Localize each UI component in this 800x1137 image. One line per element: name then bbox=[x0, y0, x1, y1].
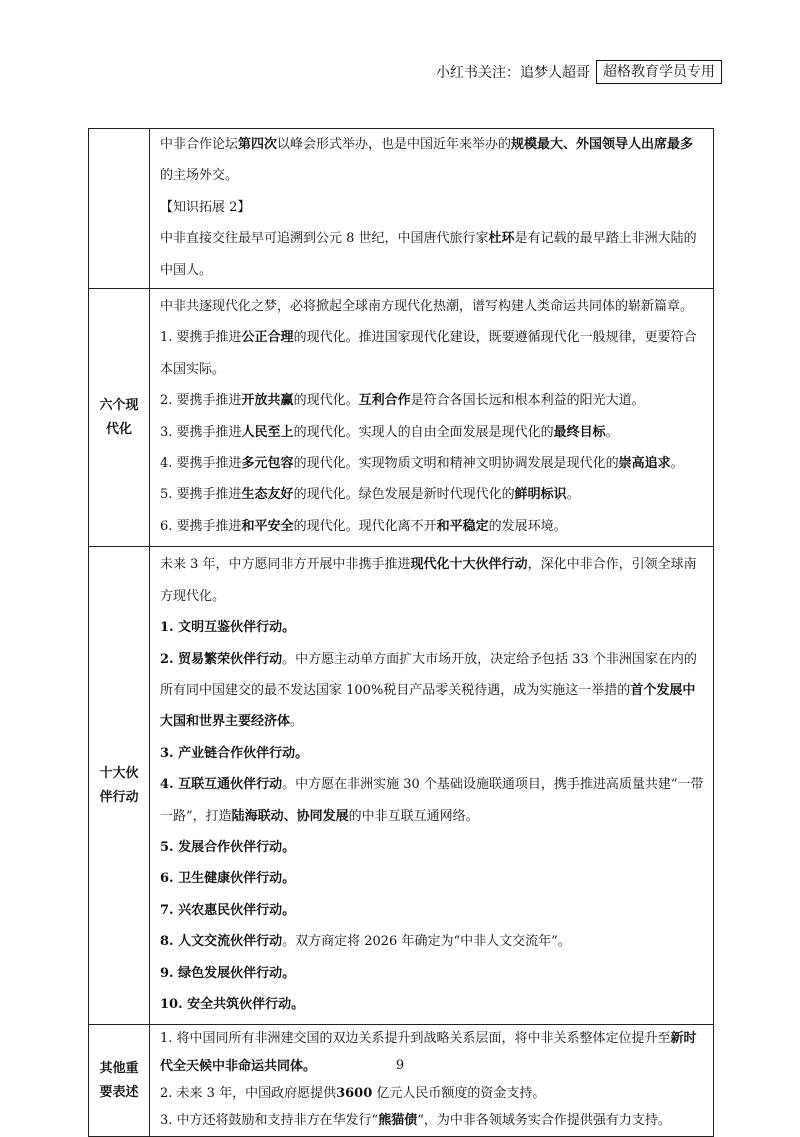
label-text: 十大伙伴行动 bbox=[99, 765, 139, 805]
paragraph bbox=[160, 322, 705, 385]
paragraph bbox=[160, 192, 705, 223]
text: 6. 要携手推进 bbox=[160, 518, 242, 534]
text: 3. 要携手推进 bbox=[160, 424, 242, 440]
bold-text: 现代化十大伙伴行动 bbox=[410, 557, 528, 573]
page-header bbox=[436, 60, 722, 84]
header-badge: 超格教育学员专用 bbox=[596, 60, 722, 84]
bold-text: 规模最大、外国领导人出席最多 bbox=[511, 137, 694, 152]
header-text: 小红书关注：追梦人超哥 bbox=[436, 65, 590, 81]
text: 的现代化。 bbox=[293, 393, 359, 409]
table-row bbox=[89, 289, 714, 547]
row-label-other-statements bbox=[89, 1025, 150, 1137]
table-row bbox=[89, 547, 714, 1025]
label-text: 其他重要表述 bbox=[99, 1060, 139, 1100]
text: 未来 3 年，中方愿同非方开展中非携手推进 bbox=[160, 557, 411, 573]
text: 是符合各国长远和根本利益的阳光大道。 bbox=[410, 393, 645, 409]
bold-text: 最终目标 bbox=[553, 424, 606, 440]
text: 的现代化。绿色发展是新时代现代化的 bbox=[293, 487, 515, 503]
text: 【知识拓展 2】 bbox=[160, 199, 251, 215]
table-row bbox=[89, 1025, 714, 1137]
text: 5. 要携手推进 bbox=[160, 487, 242, 503]
text: 亿元人民币额度的资金支持。 bbox=[372, 1085, 546, 1101]
bold-text: 新时代全天候中非命运共同体。 bbox=[160, 1031, 697, 1074]
bold-text: 10. 安全共筑伙伴行动。 bbox=[160, 996, 305, 1012]
bold-text: 多元包容 bbox=[241, 456, 294, 472]
text: 的现代化。现代化离不开 bbox=[293, 518, 437, 534]
bold-text: 杜环 bbox=[488, 231, 515, 247]
bold-text: 开放共赢 bbox=[241, 393, 294, 409]
text: ，深化中非合作，引领全球南方现代化。 bbox=[160, 557, 697, 604]
bold-text: 人民至上 bbox=[241, 424, 294, 440]
paragraph bbox=[160, 511, 705, 542]
paragraph bbox=[160, 926, 705, 957]
bold-text: 3600 bbox=[336, 1085, 373, 1101]
text: 1. 将中国同所有非洲建交国的双边关系提升到战略关系层面，将中非关系整体定位提升至 bbox=[160, 1031, 671, 1047]
bold-text: 鲜明标识 bbox=[514, 487, 567, 503]
text: 的现代化。实现人的自由全面发展是现代化的 bbox=[293, 424, 554, 440]
bold-text: 第四次 bbox=[238, 137, 278, 152]
text: 2. 要携手推进 bbox=[160, 393, 242, 409]
text: 。 bbox=[290, 714, 304, 730]
text: 2. 未来 3 年，中国政府愿提供 bbox=[160, 1085, 337, 1101]
bold-text: 和平安全 bbox=[241, 518, 294, 534]
row-content bbox=[150, 289, 714, 547]
summary-table bbox=[88, 128, 714, 1137]
paragraph bbox=[160, 832, 705, 863]
row-label bbox=[89, 129, 150, 289]
paragraph bbox=[160, 129, 705, 192]
bold-text: 首个发展中大国和世界主要经济体 bbox=[160, 682, 696, 730]
paragraph bbox=[160, 612, 705, 643]
text: 1. 要携手推进 bbox=[160, 330, 242, 346]
paragraph bbox=[160, 644, 705, 738]
text: 。中方愿在非洲实施 30 个基础设施联通项目，携手推进高质量共建“一带一路”，打造 bbox=[160, 777, 704, 824]
text: 的现代化。推进国家现代化建设，既要遵循现代化一般规律，更要符合本国实际。 bbox=[160, 330, 697, 377]
row-content bbox=[150, 1025, 714, 1137]
text: 。双方商定将 2026 年确定为“中非人文交流年”。 bbox=[282, 934, 571, 950]
page-number: 9 bbox=[395, 1058, 405, 1073]
text: 4. 要携手推进 bbox=[160, 456, 242, 472]
bold-text: 陆海联动、协同发展 bbox=[231, 808, 349, 824]
paragraph bbox=[160, 989, 705, 1020]
bold-text: 4. 互联互通伙伴行动 bbox=[160, 777, 283, 793]
bold-text: 1. 文明互鉴伙伴行动。 bbox=[160, 620, 296, 636]
text: 的中非互联互通网络。 bbox=[348, 808, 479, 824]
bold-text: 2. 贸易繁荣伙伴行动 bbox=[160, 651, 283, 667]
paragraph bbox=[160, 863, 705, 894]
row-content bbox=[150, 129, 714, 289]
paragraph bbox=[160, 417, 705, 448]
text: 中非合作论坛 bbox=[160, 137, 239, 152]
table-row bbox=[89, 129, 714, 289]
text: 。 bbox=[605, 424, 619, 440]
bold-text: 3. 产业链合作伙伴行动。 bbox=[160, 745, 309, 761]
text: 。中方愿主动单方面扩大市场开放，决定给予包括 33 个非洲国家在内的所有同中国建交的最不发达国家 100%税目产品零关税待遇，成为实施这一举措的 bbox=[160, 651, 697, 698]
paragraph bbox=[160, 479, 705, 510]
row-label-six-modernizations bbox=[89, 289, 150, 547]
paragraph bbox=[160, 1080, 705, 1107]
text: 中非直接交往最早可追溯到公元 8 世纪，中国唐代旅行家 bbox=[160, 231, 489, 247]
paragraph bbox=[160, 448, 705, 479]
paragraph bbox=[160, 223, 705, 286]
paragraph bbox=[160, 958, 705, 989]
bold-text: 熊猫债 bbox=[378, 1112, 418, 1128]
text: 以峰会形式举办，也是中国近年来举办的 bbox=[277, 137, 512, 152]
bold-text: 公正合理 bbox=[241, 330, 294, 346]
text: 是有记载的最早踏上非洲大陆的中国人。 bbox=[160, 231, 697, 278]
paragraph bbox=[160, 385, 705, 416]
row-label-ten-partner-actions bbox=[89, 547, 150, 1025]
text: 的发展环境。 bbox=[488, 518, 567, 534]
paragraph bbox=[160, 291, 705, 322]
bold-text: 5. 发展合作伙伴行动。 bbox=[160, 839, 296, 855]
text: ”，为中非各领域务实合作提供强有力支持。 bbox=[417, 1112, 671, 1128]
paragraph bbox=[160, 895, 705, 926]
bold-text: 生态友好 bbox=[241, 487, 294, 503]
row-content bbox=[150, 547, 714, 1025]
label-text: 六个现代化 bbox=[99, 397, 139, 437]
text: 的现代化。实现物质文明和精神文明协调发展是现代化的 bbox=[293, 456, 619, 472]
bold-text: 8. 人文交流伙伴行动 bbox=[160, 934, 283, 950]
text: 。 bbox=[670, 456, 684, 472]
bold-text: 6. 卫生健康伙伴行动。 bbox=[160, 871, 296, 887]
bold-text: 和平稳定 bbox=[436, 518, 489, 534]
text: 的主场外交。 bbox=[160, 168, 239, 184]
paragraph bbox=[160, 769, 705, 832]
text: 中非共逐现代化之梦，必将掀起全球南方现代化热潮，谱写构建人类命运共同体的崭新篇章。 bbox=[160, 299, 694, 315]
bold-text: 9. 绿色发展伙伴行动。 bbox=[160, 965, 296, 981]
bold-text: 互利合作 bbox=[358, 393, 411, 409]
text: 。 bbox=[566, 487, 580, 503]
paragraph bbox=[160, 738, 705, 769]
bold-text: 7. 兴农惠民伙伴行动。 bbox=[160, 902, 296, 918]
paragraph bbox=[160, 1107, 705, 1134]
text: 3. 中方还将鼓励和支持非方在华发行“ bbox=[160, 1112, 379, 1128]
paragraph bbox=[160, 549, 705, 612]
bold-text: 崇高追求 bbox=[618, 456, 671, 472]
